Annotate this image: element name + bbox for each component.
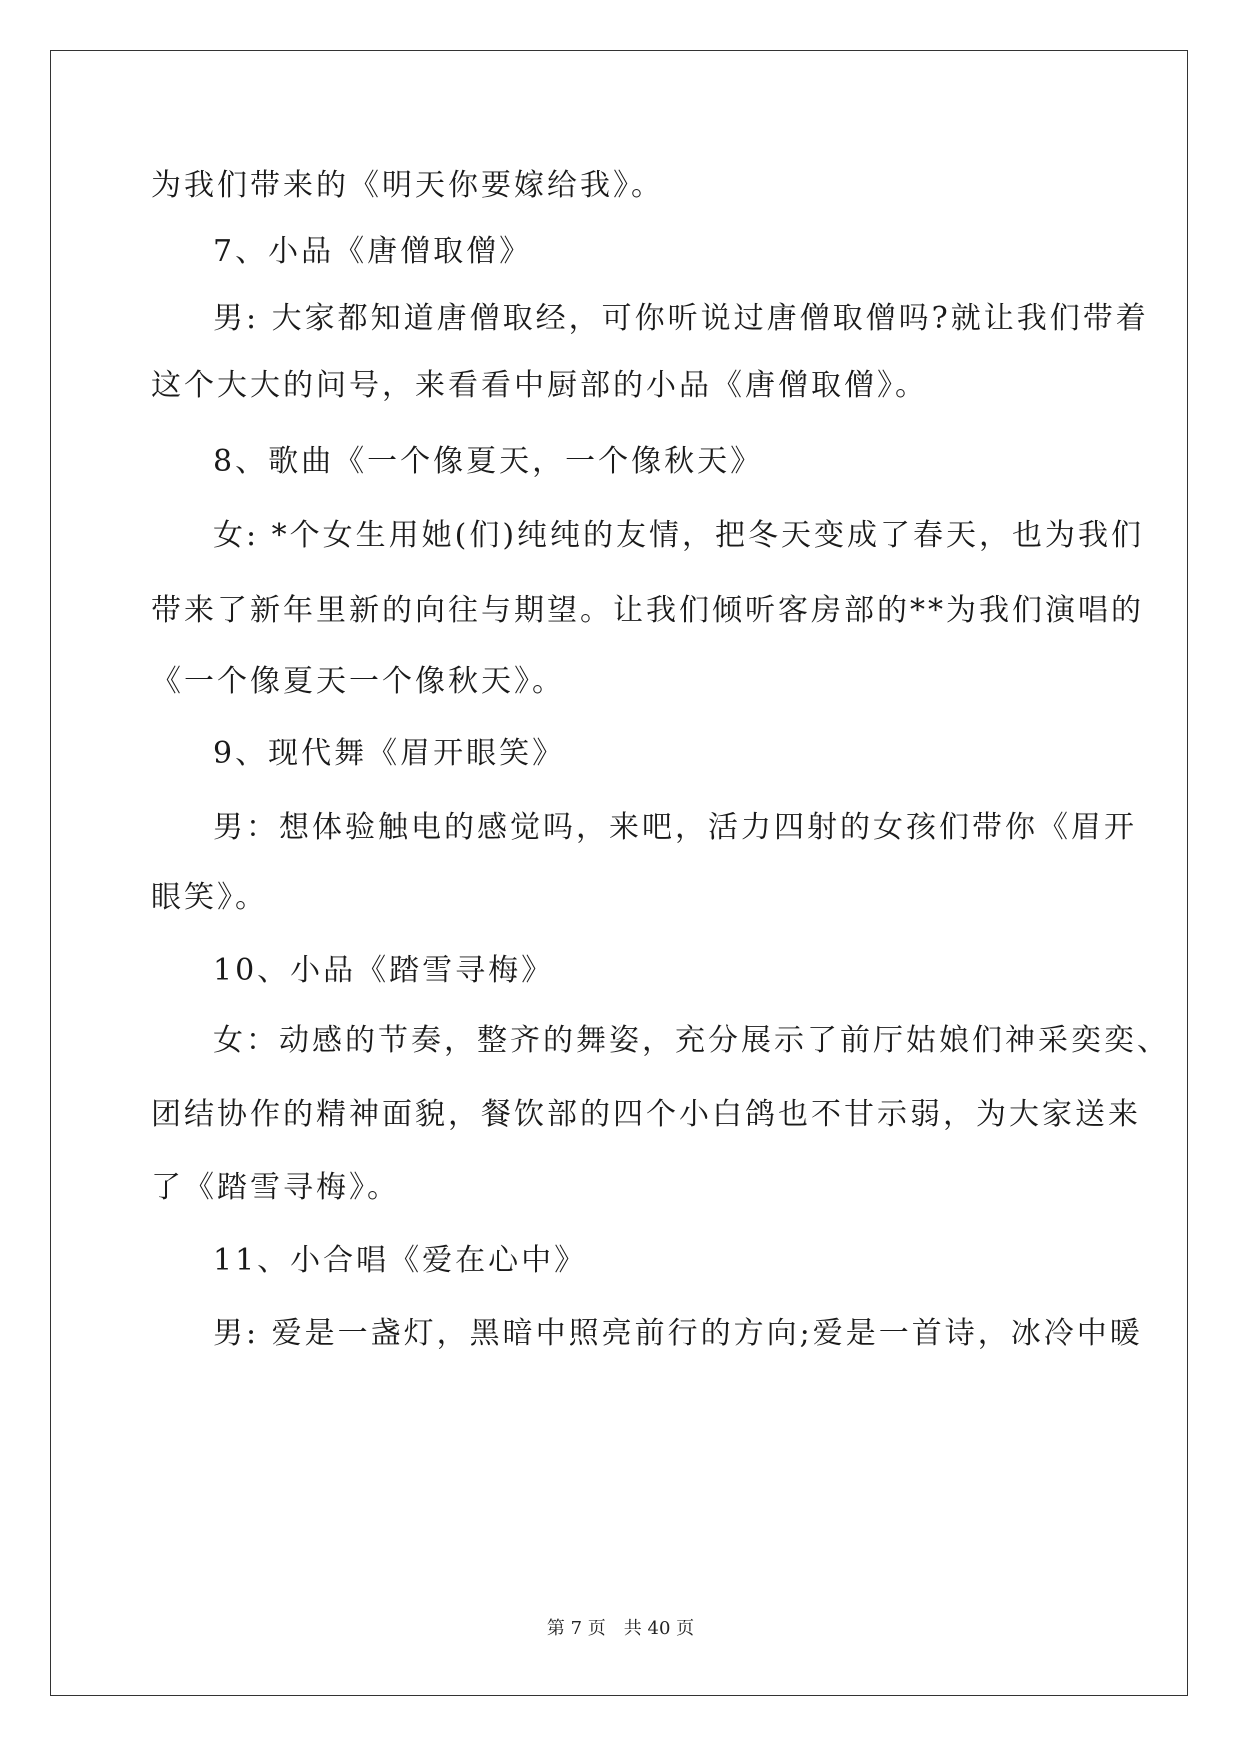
item-heading: 8、歌曲《一个像夏天，一个像秋天》: [213, 444, 764, 479]
text-line: 带来了新年里新的向往与期望。让我们倾听客房部的**为我们演唱的: [151, 593, 1144, 628]
text-line: 男: 爱是一盏灯，黑暗中照亮前行的方向;爱是一首诗，冰冷中暖: [213, 1316, 1143, 1351]
item-heading: 11、小合唱《爱在心中》: [213, 1243, 588, 1278]
item-heading: 9、现代舞《眉开眼笑》: [213, 736, 566, 771]
text-line: 了《踏雪寻梅》。: [151, 1170, 400, 1205]
page-number-footer: 第 7 页 共 40 页: [546, 1618, 695, 1639]
text-line: 团结协作的精神面貌，餐饮部的四个小白鸽也不甘示弱，为大家送来: [151, 1097, 1141, 1132]
text-line: 眼笑》。: [151, 880, 268, 915]
text-line: 女: *个女生用她(们)纯纯的友情，把冬天变成了春天，也为我们: [213, 518, 1145, 553]
text-line: 女：动感的节奏，整齐的舞姿，充分展示了前厅姑娘们神采奕奕、: [213, 1023, 1170, 1058]
text-line: 《一个像夏天一个像秋天》。: [151, 664, 565, 699]
item-heading: 7、小品《唐僧取僧》: [213, 234, 533, 269]
text-line: 男: 大家都知道唐僧取经，可你听说过唐僧取僧吗?就让我们带着: [213, 301, 1149, 336]
page-border: [50, 50, 1188, 1696]
text-line: 这个大大的问号，来看看中厨部的小品《唐僧取僧》。: [151, 368, 928, 403]
text-line: 男：想体验触电的感觉吗，来吧，活力四射的女孩们带你《眉开: [213, 810, 1137, 845]
text-line: 为我们带来的《明天你要嫁给我》。: [151, 168, 664, 203]
item-heading: 10、小品《踏雪寻梅》: [213, 953, 555, 988]
